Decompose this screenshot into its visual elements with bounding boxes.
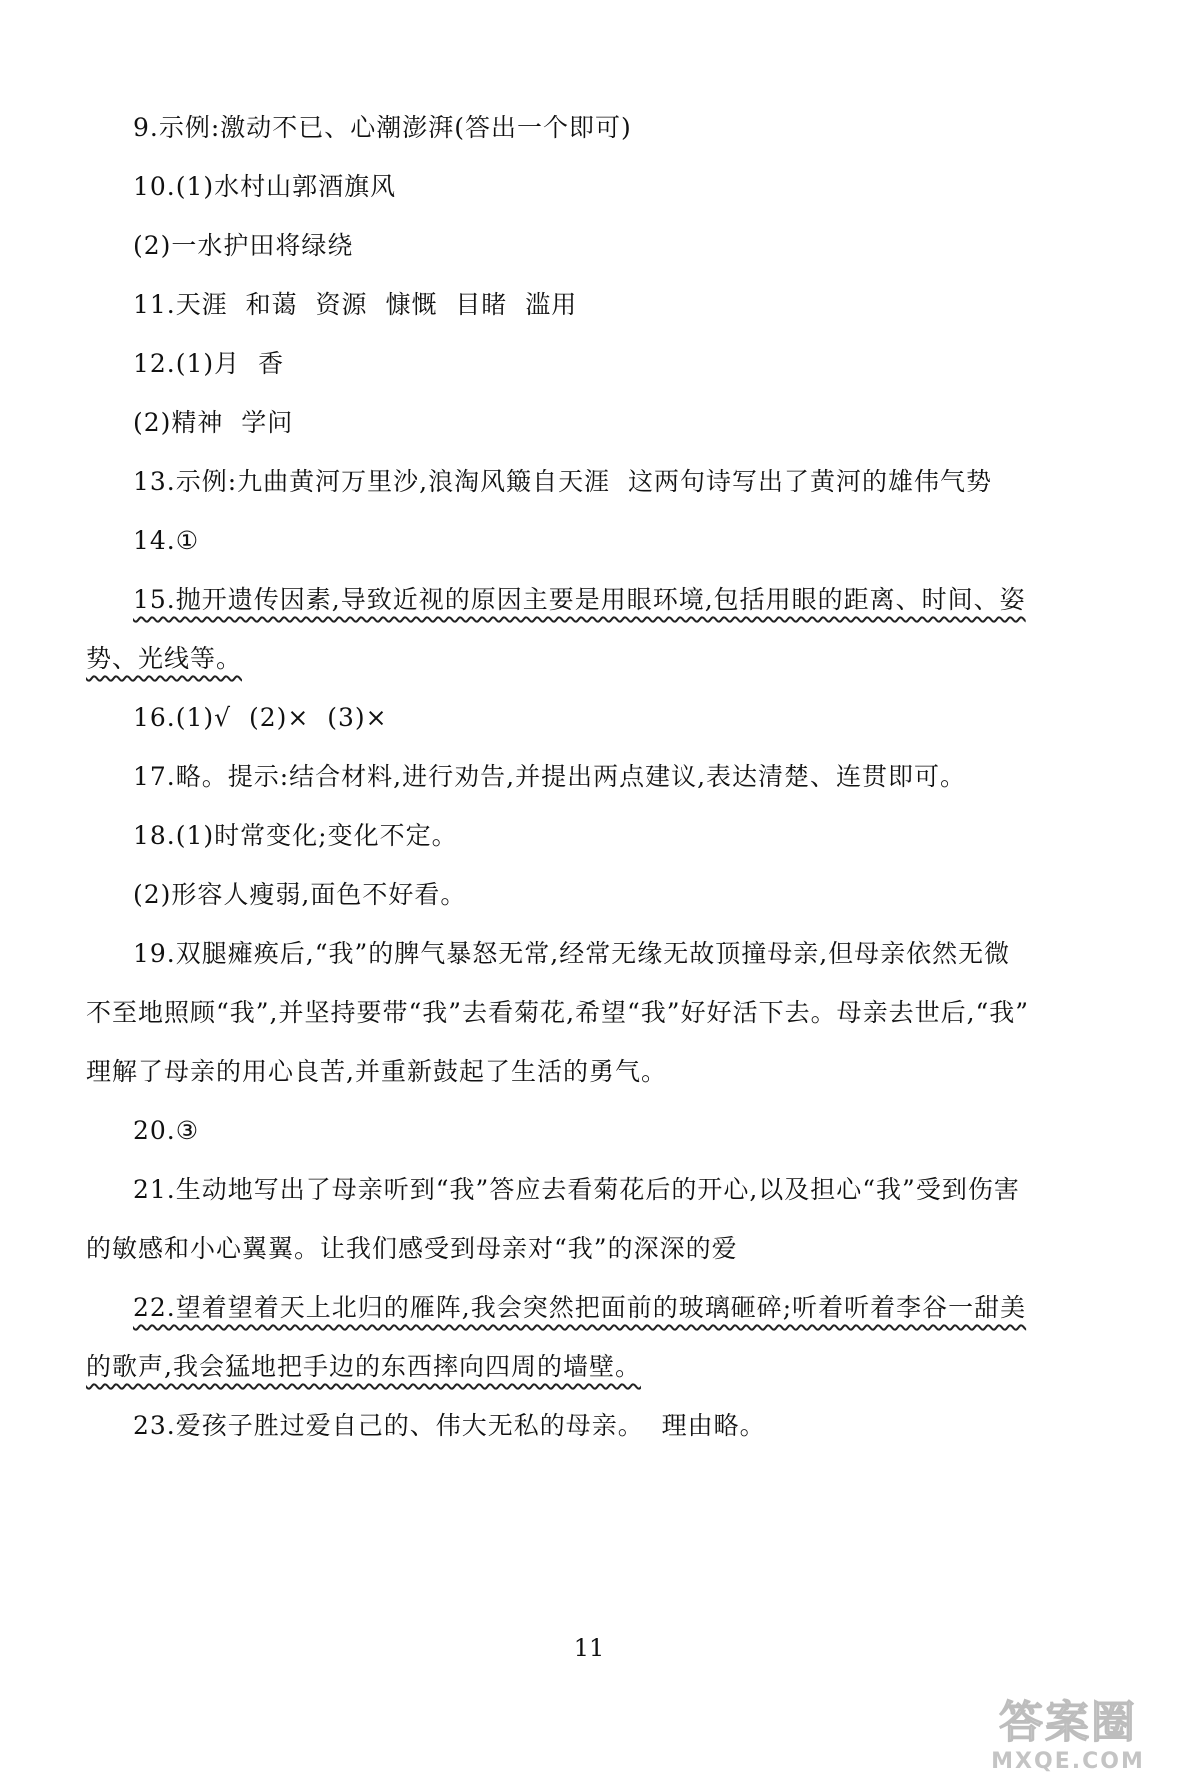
answer-19-line-1: 19.双腿瘫痪后,“我”的脾气暴怒无常,经常无缘无故顶撞母亲,但母亲依然无微: [133, 939, 1011, 968]
answer-19-line-2: 不至地照顾“我”,并坚持要带“我”去看菊花,希望“我”好好活下去。母亲去世后,“我”: [86, 998, 1030, 1027]
answer-12-1: 12.(1)月 香: [133, 349, 285, 378]
answer-22-line-1: 22.望着望着天上北归的雁阵,我会突然把面前的玻璃砸碎;听着听着李谷一甜美: [133, 1293, 1027, 1322]
answer-15-line-1: 15.抛开遗传因素,导致近视的原因主要是用眼环境,包括用眼的距离、时间、姿: [133, 585, 1026, 614]
answer-14: 14.①: [133, 526, 200, 555]
answer-13: 13.示例:九曲黄河万里沙,浪淘风簸自天涯 这两句诗写出了黄河的雄伟气势: [133, 467, 993, 496]
answer-18-1: 18.(1)时常变化;变化不定。: [133, 821, 458, 850]
answer-9: 9.示例:激动不已、心潮澎湃(答出一个即可): [133, 113, 632, 142]
answer-15-line-2: 势、光线等。: [86, 644, 243, 673]
answer-19-line-3: 理解了母亲的用心良苦,并重新鼓起了生活的勇气。: [86, 1057, 667, 1086]
answer-12-2: (2)精神 学问: [133, 408, 294, 437]
answer-10-1: 10.(1)水村山郭酒旗风: [133, 172, 397, 201]
answer-20: 20.③: [133, 1116, 200, 1145]
answer-17: 17.略。提示:结合材料,进行劝告,并提出两点建议,表达清楚、连贯即可。: [133, 762, 967, 791]
watermark-logo: 答案圈: [999, 1697, 1137, 1748]
answer-22-line-2: 的歌声,我会猛地把手边的东西摔向四周的墙壁。: [86, 1352, 641, 1381]
watermark: [968, 1697, 1168, 1774]
answer-18-2: (2)形容人瘦弱,面色不好看。: [133, 880, 467, 909]
watermark-url: MXQE.COM: [991, 1749, 1145, 1774]
answer-21-line-1: 21.生动地写出了母亲听到“我”答应去看菊花后的开心,以及担心“我”受到伤害: [133, 1175, 1020, 1204]
answer-16: 16.(1)√ (2)× (3)×: [133, 703, 388, 732]
answer-10-2: (2)一水护田将绿绕: [133, 231, 354, 260]
page-number: 11: [573, 1634, 605, 1662]
answer-23: 23.爱孩子胜过爱自己的、伟大无私的母亲。 理由略。: [133, 1411, 766, 1440]
answer-11: 11.天涯 和蔼 资源 慷慨 目睹 滥用: [133, 290, 578, 319]
answer-21-line-2: 的敏感和小心翼翼。让我们感受到母亲对“我”的深深的爱: [86, 1234, 738, 1263]
